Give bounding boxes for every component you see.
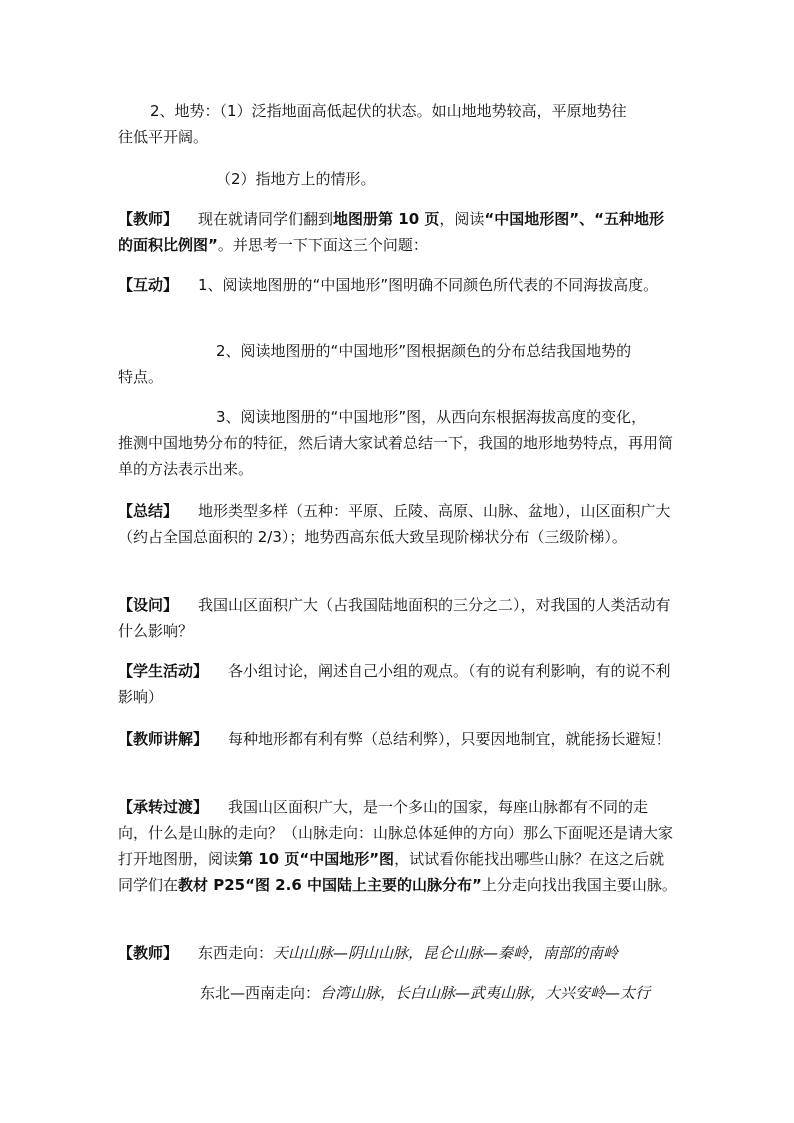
interaction-tag: 【互动】: [118, 276, 179, 294]
question-3-line2: 推测中国地势分布的特征，然后请大家试着总结一下，我国的地形地势特点，再用简单的方法表示出来。: [118, 434, 674, 478]
student-activity-text: 各小组讨论，阐述自己小组的观点。（有的说有利影响，有的说不利影响）: [118, 662, 671, 706]
paragraph-teacher-intro: [118, 206, 678, 258]
teacher-intro-bold2: “中国地形图”、“五种地形的面积比例图”: [118, 210, 664, 254]
question-3-line1: 3、阅读地图册的“中国地形”图，从西向东根据海拔高度的变化，: [216, 408, 647, 426]
transition-tag: 【承转过渡】: [118, 798, 209, 816]
paragraph-terrain-definition: [118, 98, 678, 150]
paragraph-interaction: [118, 272, 678, 298]
question-2-line1: 2、阅读地图册的“中国地形”图根据颜色的分布总结我国地势的: [216, 342, 632, 360]
paragraph-transition: [118, 794, 678, 898]
teacher-intro-text1: 现在就请同学们翻到: [198, 210, 334, 228]
paragraph-east-west-ranges: [118, 940, 678, 966]
summary-text: 地形类型多样（五种：平原、丘陵、高原、山脉、盆地），山区面积广大（约占全国总面积的 2/3）；地势西高东低大致呈现阶梯状分布（三级阶梯）。: [118, 502, 671, 546]
teacher-explain-tag: 【教师讲解】: [118, 730, 209, 748]
teacher-tag: 【教师】: [118, 210, 179, 228]
paragraph-question-2: [118, 338, 678, 390]
interaction-question-1: 1、阅读地图册的“中国地形”图明确不同颜色所代表的不同海拔高度。: [198, 276, 659, 294]
transition-text1: 我国山区面积广大，是一个多山的国家，每座山脉都有不同的走向，什么是山脉的走向？（山脉走向：山脉总体延伸的方向）那么下面呢还是请大家打开地图册，阅读: [118, 798, 674, 868]
transition-text3: 上分走向找出我国主要山脉。: [481, 876, 677, 894]
paragraph-student-activity: [118, 658, 678, 710]
east-west-ranges: 天山山脉—阴山山脉，昆仑山脉—秦岭，南部的南岭: [273, 944, 619, 962]
terrain-def-line1: 2、地势：（1）泛指地面高低起伏的状态。如山地地势较高，平原地势往: [150, 102, 627, 120]
terrain-def-line2: 往低平开阔。: [118, 128, 209, 146]
paragraph-terrain-definition-2: [118, 166, 678, 192]
question-prompt-tag: 【设问】: [118, 596, 179, 614]
paragraph-ne-sw-ranges: [118, 980, 678, 1006]
teacher-intro-bold1: 地图册第 10 页: [333, 210, 440, 228]
paragraph-teacher-explain: [118, 726, 678, 752]
summary-tag: 【总结】: [118, 502, 179, 520]
paragraph-question-3: [118, 404, 678, 482]
student-activity-tag: 【学生活动】: [118, 662, 209, 680]
paragraph-summary: [118, 498, 678, 550]
question-2-line2: 特点。: [118, 368, 164, 386]
teacher-intro-text2: ，阅读: [439, 210, 485, 228]
paragraph-question-prompt: [118, 592, 678, 644]
ne-sw-label: 东北—西南走向：: [200, 984, 321, 1002]
ne-sw-ranges: 台湾山脉，长白山脉—武夷山脉，大兴安岭—太行: [320, 984, 651, 1002]
terrain-def-2-text: （2）指地方上的情形。: [216, 170, 376, 188]
transition-text2: ，试试看你能找出哪些山脉？在这之后就同学们在: [118, 850, 665, 894]
east-west-label: 东西走向：: [198, 944, 274, 962]
transition-bold2: 教材 P25“图 2.6 中国陆上主要的山脉分布”: [178, 876, 482, 894]
teacher-intro-text3: 。并思考一下下面这三个问题：: [217, 236, 428, 254]
teacher-explain-text: 每种地形都有利有弊（总结利弊），只要因地制宜，就能扬长避短！: [228, 730, 671, 748]
transition-bold1: 第 10 页“中国地形”图: [238, 850, 395, 868]
question-prompt-text: 我国山区面积广大（占我国陆地面积的三分之二），对我国的人类活动有什么影响？: [118, 596, 671, 640]
teacher-ranges-tag: 【教师】: [118, 944, 179, 962]
